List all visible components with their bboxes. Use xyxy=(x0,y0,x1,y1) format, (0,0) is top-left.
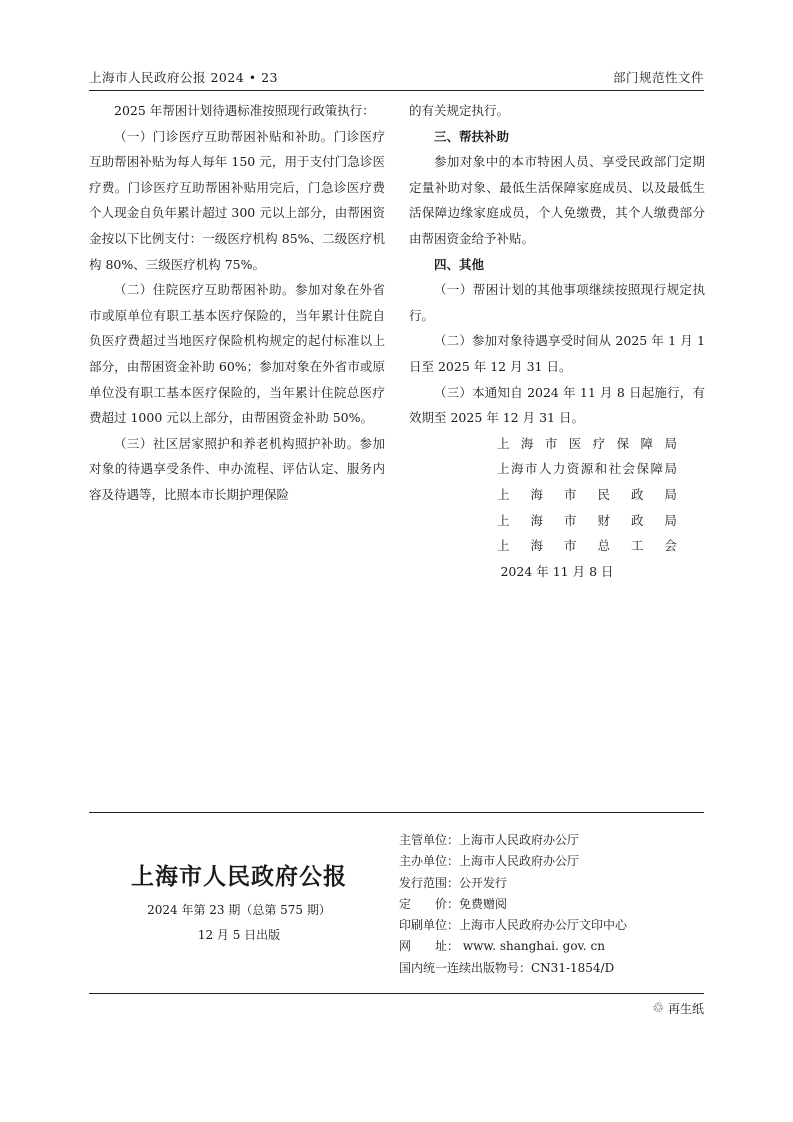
paragraph: （二）参加对象待遇享受时间从 2025 年 1 月 1 日至 2025 年 12 月 31 日。 xyxy=(409,333,705,374)
signature-org: 上 海 市 总 工 会 xyxy=(497,538,677,554)
paragraph: 的有关规定执行。 xyxy=(409,103,510,118)
left-column xyxy=(89,98,385,508)
info-line: 定 价：免费赠阅 xyxy=(399,896,508,911)
masthead-bottom-rule xyxy=(89,993,704,994)
paragraph: （三）社区居家照护和养老机构照护补助。参加对象的待遇享受条件、申办流程、评估认定、服务内容及待遇等，比照本市长期护理保险 xyxy=(89,435,385,502)
info-line: 网 址： www. shanghai. gov. cn xyxy=(399,939,605,954)
paragraph: 参加对象中的本市特困人员、享受民政部门定期定量补助对象、最低生活保障家庭成员、以及最低生活保障边缘家庭成员，个人免缴费，其个人缴费部分由帮困资金给予补贴。 xyxy=(409,154,705,246)
paragraph: （一）帮困计划的其他事项继续按照现行规定执行。 xyxy=(409,282,705,323)
footer xyxy=(652,1000,704,1017)
info-line: 国内统一连续出版物号：CN31-1854/D xyxy=(399,960,615,975)
section-heading: 四、其他 xyxy=(434,256,485,272)
masthead-issue: 2024 年第 23 期（总第 575 期） xyxy=(147,903,331,917)
masthead xyxy=(89,826,704,986)
masthead-left xyxy=(89,846,389,943)
paragraph: （三）本通知自 2024 年 11 月 8 日起施行，有效期至 2025 年 12 月 31 日。 xyxy=(409,384,705,426)
section-label: 部门规范性文件 xyxy=(612,70,704,85)
signature-org: 上 海 市 人 力 资 源 和 社 会 保 障 局 xyxy=(497,461,677,477)
paragraph: （一）门诊医疗互助帮困补贴和补助。门诊医疗互助帮困补贴为每人每年 150 元，用于支付门急诊医疗费。门诊医疗互助帮困补贴用完后，门急诊医疗费个人现金自负年累计超过 300 元以上部分，由帮困资金按以下比例支付：一级医疗机构 85%、二级医疗机构 80%、三级医疗机构 75%。 xyxy=(89,128,385,272)
signature-date: 2024 年 11 月 8 日 xyxy=(500,563,614,579)
masthead-title: 上海市人民政府公报 xyxy=(131,863,347,890)
masthead-publish-date: 12 月 5 日出版 xyxy=(197,928,281,942)
masthead-info xyxy=(399,830,627,979)
info-line: 主办单位：上海市人民政府办公厅 xyxy=(399,854,580,869)
signature-org: 上 海 市 民 政 局 xyxy=(497,486,677,502)
header-rule xyxy=(89,90,704,91)
signature-org: 上 海 市 医 疗 保 障 局 xyxy=(497,435,677,451)
masthead-top-rule xyxy=(89,812,704,813)
paragraph: （二）住院医疗互助帮困补助。参加对象在外省市或原单位有职工基本医疗保险的，当年累计住院自负医疗费超过当地医疗保险机构规定的起付标准以上部分，由帮困资金补助 60%；参加对象在外省市或原单位没有职工基本医疗保险的，当年累计住院总医疗费超过 1000 元以上部分，由帮困资金补助 50%。 xyxy=(89,282,385,426)
recycled-paper-label: 再生纸 xyxy=(667,1002,704,1016)
right-column-text xyxy=(409,98,705,431)
info-line: 印刷单位：上海市人民政府办公厅文印中心 xyxy=(399,918,628,933)
section-heading: 三、帮扶补助 xyxy=(434,128,510,144)
journal-issue-label: 上海市人民政府公报 2024 • 23 xyxy=(89,70,279,85)
right-column xyxy=(409,98,705,584)
recycle-icon: ♲ xyxy=(652,1001,664,1016)
signature-org: 上 海 市 财 政 局 xyxy=(497,512,677,528)
info-line: 主管单位：上海市人民政府办公厅 xyxy=(399,833,580,847)
paragraph: 2025 年帮困计划待遇标准按照现行政策执行： xyxy=(114,103,375,118)
info-line: 发行范围：公开发行 xyxy=(399,875,508,890)
page-header xyxy=(89,66,704,90)
signature-block xyxy=(409,431,705,559)
